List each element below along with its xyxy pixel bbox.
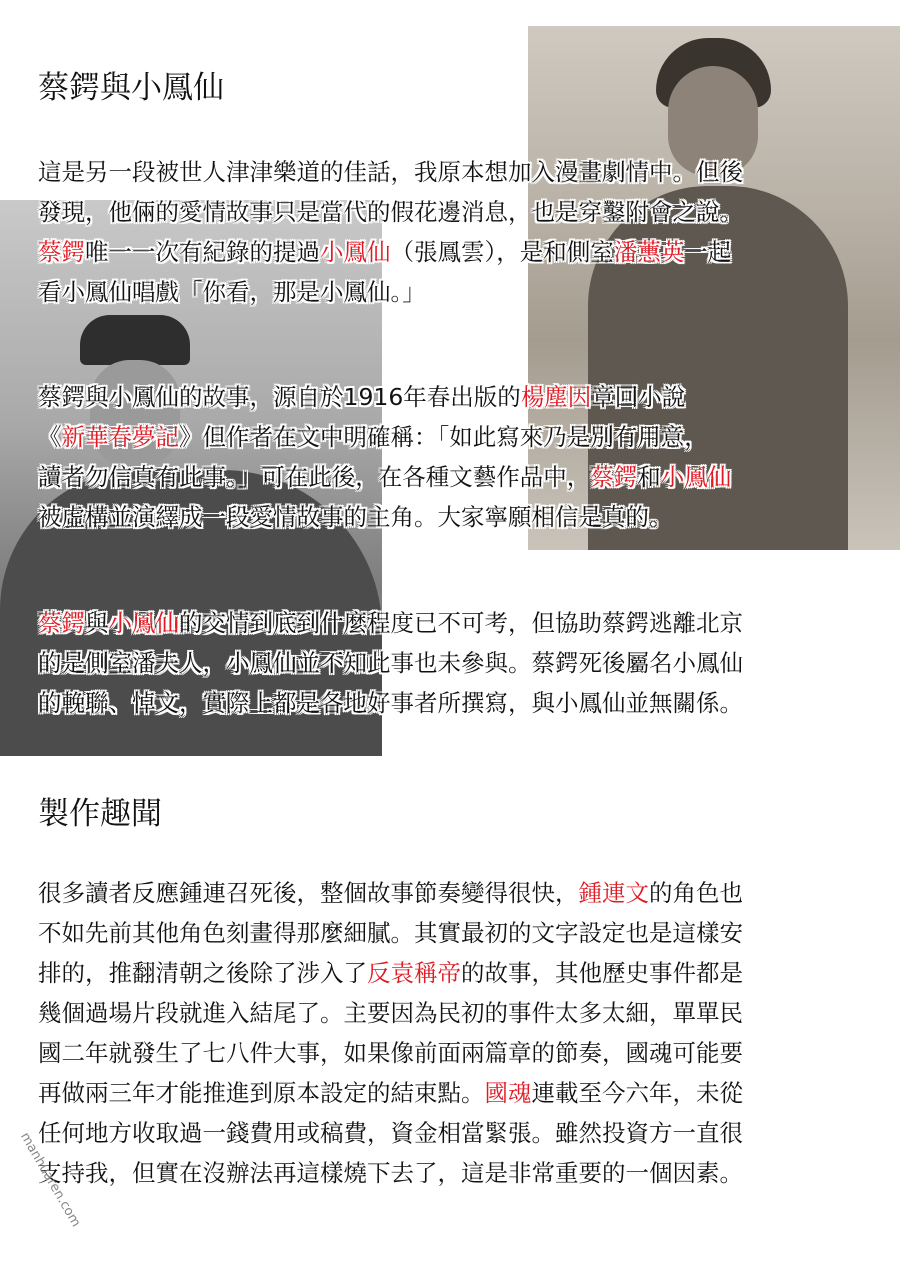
text-segment: 一起 bbox=[684, 238, 732, 266]
highlighted-name: 鍾連文 bbox=[578, 879, 649, 907]
highlighted-name: 小鳳仙 bbox=[108, 609, 179, 637]
text-segment: 不如先前其他角色刻畫得那麼細膩。其實最初的文字設定也是這樣安 bbox=[38, 919, 743, 947]
highlighted-name: 小鳳仙 bbox=[320, 238, 391, 266]
text-line bbox=[38, 1153, 868, 1193]
section1-title: 蔡鍔與小鳳仙 bbox=[38, 70, 224, 106]
highlighted-name: 楊塵因 bbox=[520, 383, 592, 411]
text-line bbox=[38, 993, 868, 1033]
section2-paragraph-1 bbox=[38, 873, 868, 1193]
text-segment: 這是另一段被世人津津樂道的佳話，我原本想加入漫畫劇情中。但後 bbox=[38, 158, 743, 186]
text-segment: 幾個過場片段就進入結尾了。主要因為民初的事件太多太細，單單民 bbox=[38, 999, 743, 1027]
text-line bbox=[38, 497, 868, 537]
highlighted-name: 小鳳仙 bbox=[660, 463, 732, 491]
text-line bbox=[38, 232, 868, 272]
text-segment: 與 bbox=[85, 609, 109, 637]
text-segment: 支持我，但實在沒辦法再這樣燒下去了，這是非常重要的一個因素。 bbox=[38, 1159, 743, 1187]
text-line bbox=[38, 192, 868, 232]
text-line bbox=[38, 873, 868, 913]
text-line bbox=[38, 272, 868, 312]
section1-paragraph-1 bbox=[38, 152, 868, 312]
text-segment: 連載至今六年，未從 bbox=[531, 1079, 743, 1107]
text-segment: 的交情到底到什麼程度已不可考，但協助蔡鍔逃離北京 bbox=[179, 609, 743, 637]
text-segment: 和 bbox=[637, 463, 661, 491]
text-segment: 讀者勿信真有此事。」可在此後，在各種文藝作品中， bbox=[38, 463, 591, 491]
text-line bbox=[38, 1113, 868, 1153]
section1-paragraph-2 bbox=[38, 377, 868, 537]
text-segment: 國二年就發生了七八件大事，如果像前面兩篇章的節奏，國魂可能要 bbox=[38, 1039, 743, 1067]
highlighted-name: 蔡鍔 bbox=[38, 609, 85, 637]
text-segment: 的輓聯、悼文，實際上都是各地好事者所撰寫，與小鳳仙並無關係。 bbox=[38, 689, 743, 717]
text-line bbox=[38, 377, 868, 417]
highlighted-name: 國魂 bbox=[484, 1079, 532, 1107]
text-line bbox=[38, 643, 868, 683]
text-segment: 》但作者在文中明確稱：「如此寫來乃是別有用意， bbox=[179, 423, 708, 451]
text-segment: 唯一一次有紀錄的提過 bbox=[85, 238, 320, 266]
text-line bbox=[38, 913, 868, 953]
highlighted-name: 新華春夢記 bbox=[61, 423, 179, 451]
text-line bbox=[38, 417, 868, 457]
section1-paragraph-3 bbox=[38, 603, 868, 723]
text-line bbox=[38, 683, 868, 723]
text-segment: （張鳳雲），是和側室 bbox=[390, 238, 614, 266]
text-segment: 的是側室潘夫人，小鳳仙並不知此事也未參與。蔡鍔死後屬名小鳳仙 bbox=[38, 649, 743, 677]
text-segment: 很多讀者反應鍾連召死後，整個故事節奏變得很快， bbox=[38, 879, 579, 907]
text-line bbox=[38, 457, 868, 497]
text-line bbox=[38, 953, 868, 993]
section2-title: 製作趣聞 bbox=[38, 796, 162, 832]
text-segment: 蔡鍔與小鳳仙的故事，源自於1916年春出版的 bbox=[38, 383, 521, 411]
highlighted-name: 蔡鍔 bbox=[38, 238, 85, 266]
text-line bbox=[38, 603, 868, 643]
watermark: manhuaren.com bbox=[17, 1130, 84, 1230]
text-segment: 再做兩三年才能推進到原本設定的結束點。 bbox=[38, 1079, 485, 1107]
highlighted-name: 潘蕙英 bbox=[613, 238, 685, 266]
text-segment: 章回小說 bbox=[591, 383, 686, 411]
text-segment: 的角色也 bbox=[649, 879, 743, 907]
text-segment: 的故事，其他歷史事件都是 bbox=[461, 959, 743, 987]
text-segment: 被虛構並演繹成一段愛情故事的主角。大家寧願相信是真的。 bbox=[38, 503, 673, 531]
text-segment: 發現，他倆的愛情故事只是當代的假花邊消息，也是穿鑿附會之說。 bbox=[38, 198, 743, 226]
text-segment: 任何地方收取過一錢費用或稿費，資金相當緊張。雖然投資方一直很 bbox=[38, 1119, 743, 1147]
text-segment: 排的，推翻清朝之後除了涉入了 bbox=[38, 959, 367, 987]
photo-man-cap bbox=[80, 315, 190, 365]
text-line bbox=[38, 1033, 868, 1073]
text-line bbox=[38, 152, 868, 192]
text-line bbox=[38, 1073, 868, 1113]
text-segment: 《 bbox=[38, 423, 62, 451]
highlighted-name: 反袁稱帝 bbox=[367, 959, 461, 987]
text-segment: 看小鳳仙唱戲「你看，那是小鳳仙。」 bbox=[38, 278, 426, 306]
highlighted-name: 蔡鍔 bbox=[590, 463, 638, 491]
